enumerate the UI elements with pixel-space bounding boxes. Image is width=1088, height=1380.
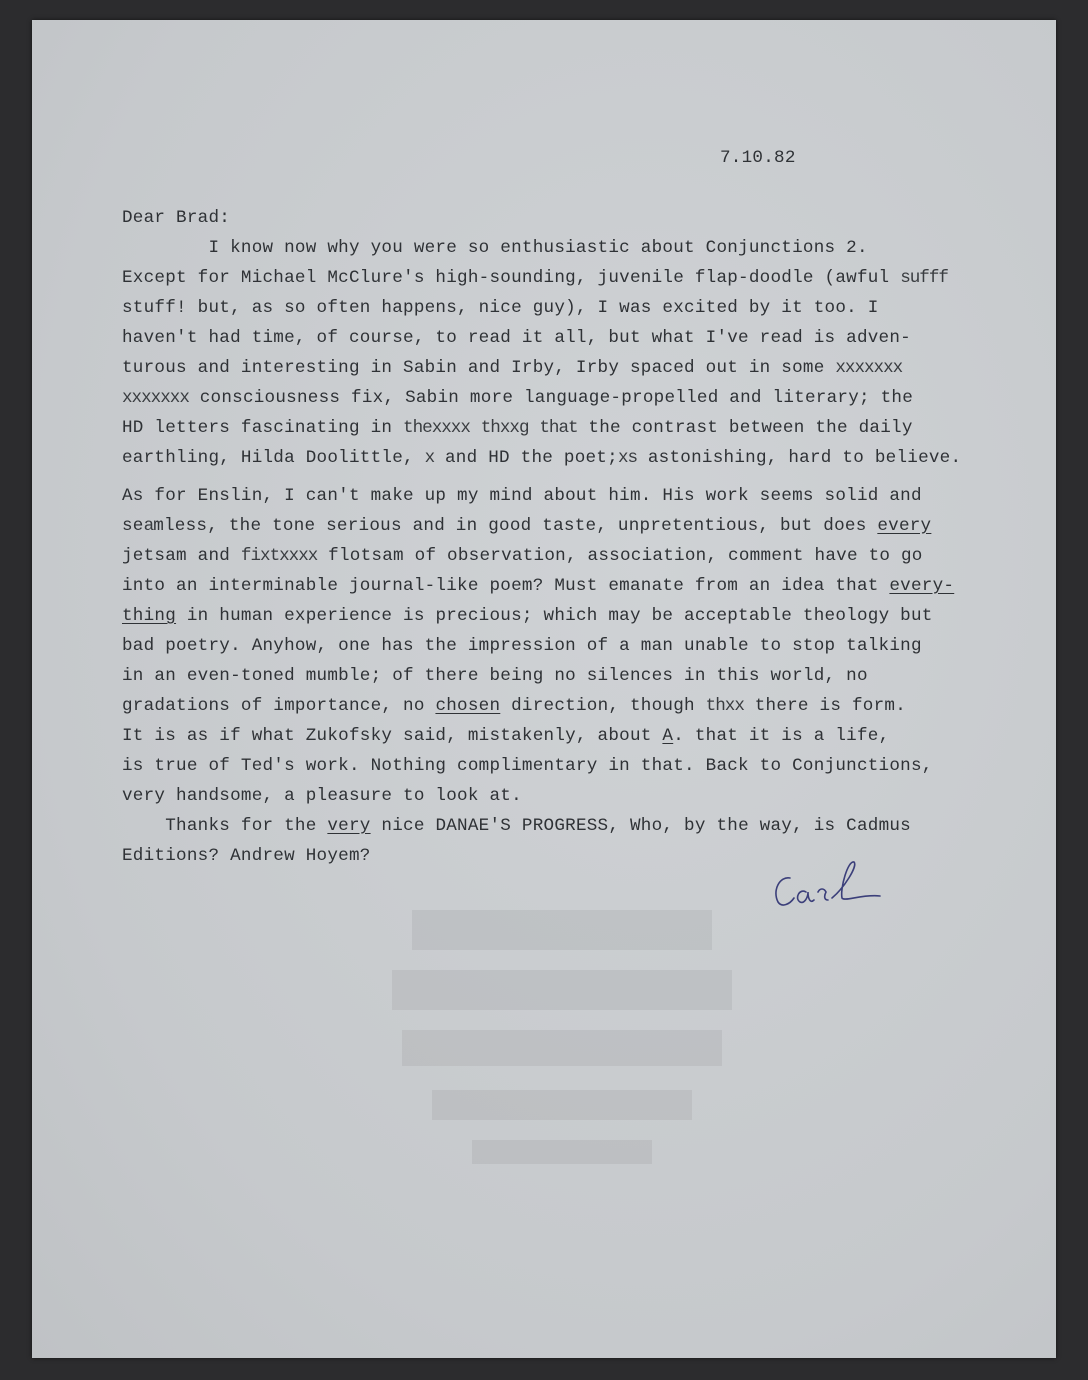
body-line: stuff! but, as so often happens, nice guy), I was excited by it too. I	[122, 298, 879, 318]
body-line: Editions? Andrew Hoyem?	[122, 846, 371, 866]
body-line: HD letters fascinating in thexxxx thxxg that the contrast between the daily	[122, 418, 913, 438]
body-line: jetsam and fixtxxxx flotsam of observation, association, comment have to go	[122, 546, 923, 566]
struck-text: x	[424, 448, 435, 468]
letter-sheet	[32, 20, 1056, 1358]
body-line: gradations of importance, no chosen direction, though thxx there is form.	[122, 696, 907, 716]
salutation: Dear Brad:	[122, 208, 231, 228]
body-line: bad poetry. Anyhow, one has the impression of a man unable to stop talking	[122, 636, 922, 656]
underlined-word: every	[877, 516, 932, 536]
body-line: is true of Ted's work. Nothing complimentary in that. Back to Conjunctions,	[122, 756, 933, 776]
struck-text: thxx	[705, 696, 744, 716]
body-line: Except for Michael McClure's high-sounding, juvenile flap-doodle (awful sufff	[122, 268, 948, 288]
struck-text: a	[143, 516, 154, 536]
body-line: in an even-toned mumble; of there being no silences in this world, no	[122, 666, 868, 686]
body-line: As for Enslin, I can't make up my mind about him. His work seems solid and	[122, 486, 922, 506]
body-line: into an interminable journal-like poem? Must emanate from an idea that every-	[122, 576, 955, 596]
body-line: very handsome, a pleasure to look at.	[122, 786, 522, 806]
struck-text: sufff	[900, 268, 948, 288]
body-line: thing in human experience is precious; which may be acceptable theology but	[122, 606, 933, 626]
underlined-word: every-	[889, 576, 955, 596]
body-line: I know now why you were so enthusiastic about Conjunctions 2.	[122, 238, 868, 258]
struck-text: xs	[617, 448, 638, 468]
underlined-word: very	[327, 816, 371, 836]
show-through-stamp	[372, 890, 752, 1190]
signature	[770, 858, 890, 918]
body-line: xxxxxxx consciousness fix, Sabin more language-propelled and literary; the	[122, 388, 914, 408]
body-line: earthling, Hilda Doolittle, x and HD the poet;xs astonishing, hard to believe.	[122, 448, 962, 468]
struck-text: thexxxx	[403, 418, 470, 438]
struck-text: xxxxxxx	[835, 358, 903, 378]
struck-text: fixtxxxx	[240, 546, 318, 566]
underlined-word: thing	[122, 606, 177, 626]
underlined-word: chosen	[435, 696, 501, 716]
body-line: turous and interesting in Sabin and Irby, Irby spaced out in some xxxxxxx	[122, 358, 903, 378]
body-line: seamless, the tone serious and in good taste, unpretentious, but does every	[122, 516, 932, 536]
body-line: It is as if what Zukofsky said, mistakenly, about A. that it is a life,	[122, 726, 890, 746]
body-line: haven't had time, of course, to read it all, but what I've read is adven-	[122, 328, 911, 348]
body-line: Thanks for the very nice DANAE'S PROGRESS, Who, by the way, is Cadmus	[122, 816, 911, 836]
struck-text: that	[539, 418, 578, 438]
letter-date: 7.10.82	[720, 148, 796, 168]
struck-text: thxxg	[480, 418, 529, 438]
underlined-word: A	[662, 726, 674, 746]
struck-text: xxxxxxx	[122, 388, 189, 408]
